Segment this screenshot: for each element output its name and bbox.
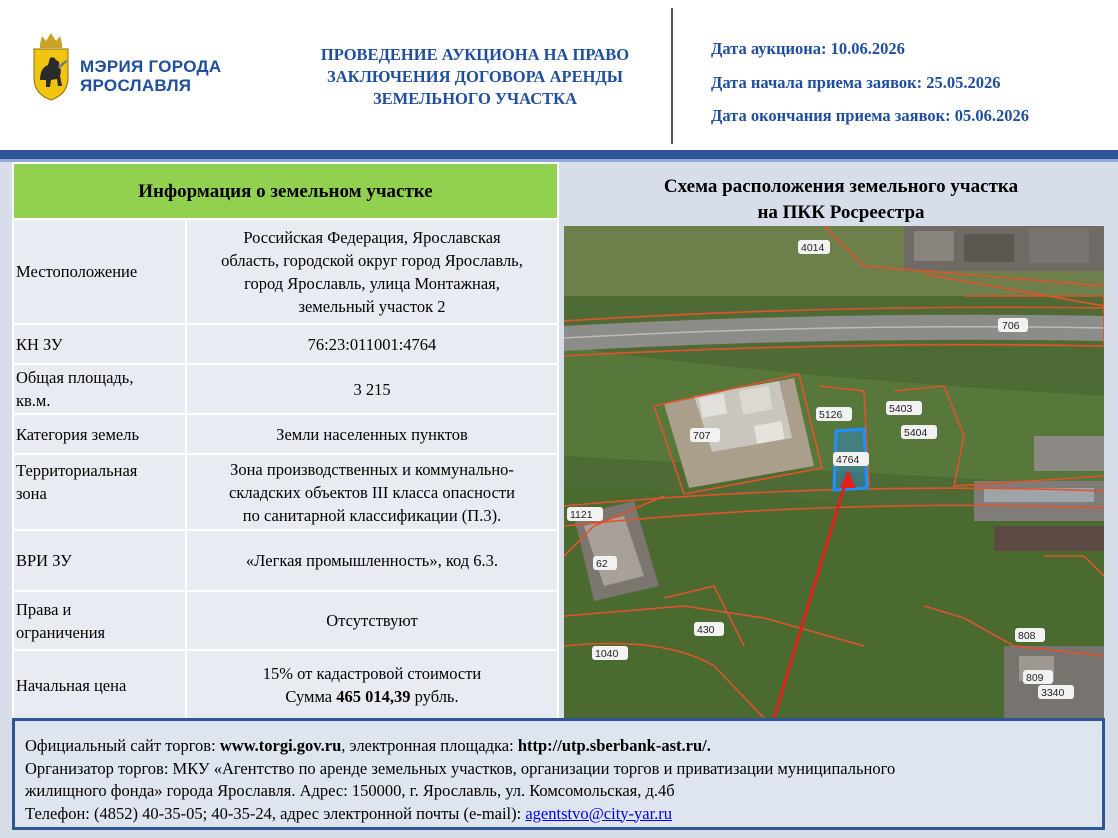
title-line-3: ЗЕМЕЛЬНОГО УЧАСТКА <box>372 89 578 108</box>
map-label: 4014 <box>801 242 825 254</box>
price-line-2 <box>191 685 553 708</box>
phone-text: Телефон: (4852) 40-35-05; 40-35-24, адрес электронной почты (e-mail): <box>25 803 526 823</box>
row-label <box>13 591 186 650</box>
table-row <box>13 219 558 324</box>
table-row <box>13 324 558 364</box>
scheme-title <box>564 174 1118 226</box>
map-label: 706 <box>1002 320 1020 332</box>
table-row <box>13 530 558 591</box>
cadastral-number: 76:23:011001:4764 <box>186 324 558 364</box>
label-line-1: Общая площадь, <box>16 368 134 387</box>
map-label: 62 <box>596 558 608 570</box>
row-value <box>186 219 558 324</box>
table-row <box>13 454 558 530</box>
logo-text <box>80 57 260 95</box>
logo-line-1: МЭРИЯ ГОРОДА <box>80 57 222 76</box>
location-line-3: город Ярославль, улица Монтажная, <box>244 273 500 293</box>
row-label: ВРИ ЗУ <box>13 530 186 591</box>
site-prefix: Официальный сайт торгов: <box>25 736 220 755</box>
logo-line-2: ЯРОСЛАВЛЯ <box>80 76 192 95</box>
parcel-info-table <box>12 162 559 721</box>
area-value: 3 215 <box>186 364 558 414</box>
auction-dates <box>711 38 1029 139</box>
table-row <box>13 364 558 414</box>
label-line-2: кв.м. <box>16 391 51 410</box>
map-label: 707 <box>693 430 711 442</box>
table-row <box>13 414 558 454</box>
map-label: 808 <box>1018 630 1036 642</box>
footer-sites-line <box>25 735 1102 758</box>
map-label: 1040 <box>595 648 619 660</box>
applications-start-date: Дата начала приема заявок: 25.05.2026 <box>711 72 1001 92</box>
location-line-1: Российская Федерация, Ярославская <box>243 227 501 247</box>
footer-phone-line <box>25 803 1102 826</box>
label-line-1: Права и <box>16 599 72 619</box>
location-line-2: область, городской округ город Ярославль, <box>221 250 523 270</box>
zone-value <box>186 454 558 530</box>
map-label: 3340 <box>1041 687 1065 699</box>
row-label: Начальная цена <box>13 650 186 720</box>
table-header-row <box>13 163 558 219</box>
map-label: 4764 <box>836 454 860 466</box>
table-heading: Информация о земельном участке <box>13 163 558 219</box>
price-amount: 465 014,39 <box>336 687 411 706</box>
scheme-title-line-2: на ПКК Росреестра <box>757 202 925 223</box>
map-label: 5404 <box>904 427 928 439</box>
map-label: 5126 <box>819 409 843 421</box>
applications-end-date: Дата окончания приема заявок: 05.06.2026 <box>711 106 1030 125</box>
row-label: Категория земель <box>13 414 186 454</box>
title-line-1: ПРОВЕДЕНИЕ АУКЦИОНА НА ПРАВО <box>320 45 630 64</box>
map-label: 430 <box>697 624 715 636</box>
price-prefix: Сумма <box>285 687 337 706</box>
label-line-2: зона <box>16 484 47 503</box>
sberbank-ast-link[interactable]: http://utp.sberbank-ast.ru/. <box>517 736 711 755</box>
zone-line-3: по санитарной классификации (П.3). <box>242 505 502 525</box>
header-title <box>290 44 660 110</box>
rights-value: Отсутствуют <box>186 591 558 650</box>
header-band <box>0 150 1118 159</box>
zone-line-2: складских объектов III класса опасности <box>229 482 515 502</box>
map-label: 809 <box>1026 672 1044 684</box>
price-suffix: рубль. <box>410 687 459 706</box>
footer-organizer-line-2: жилищного фонда» города Ярославля. Адрес: 150000, г. Ярославль, ул. Комсомольская, д.4б <box>25 781 675 800</box>
torgi-site-link[interactable]: www.torgi.gov.ru <box>219 736 342 755</box>
scheme-title-line-1: Схема расположения земельного участка <box>663 176 1019 197</box>
row-label: Местоположение <box>13 219 186 324</box>
location-line-4: земельный участок 2 <box>298 296 446 316</box>
table-row <box>13 650 558 720</box>
table-row <box>13 591 558 650</box>
row-label: КН ЗУ <box>13 324 186 364</box>
map-label: 5403 <box>889 403 913 415</box>
row-label <box>13 454 186 530</box>
email-link[interactable]: agentstvo@city-yar.ru <box>525 803 673 823</box>
auction-date: Дата аукциона: 10.06.2026 <box>711 39 905 58</box>
header-divider <box>671 8 673 144</box>
land-category-value: Земли населенных пунктов <box>186 414 558 454</box>
zone-line-1: Зона производственных и коммунально- <box>230 459 514 479</box>
price-line-1: 15% от кадастровой стоимости <box>262 664 482 683</box>
contacts-footer <box>12 718 1105 830</box>
satellite-map-image <box>564 226 1104 718</box>
platform-prefix: , электронная площадка: <box>341 736 518 755</box>
title-line-2: ЗАКЛЮЧЕНИЯ ДОГОВОРА АРЕНДЫ <box>326 67 623 86</box>
city-logo <box>28 30 258 102</box>
map-label: 1121 <box>570 509 593 521</box>
permitted-use-value: «Легкая промышленность», код 6.3. <box>186 530 558 591</box>
label-line-2: ограничения <box>16 622 106 642</box>
row-label <box>13 364 186 414</box>
header <box>0 0 1118 150</box>
cadastral-map[interactable] <box>564 226 1104 718</box>
coat-of-arms-icon <box>28 30 74 102</box>
starting-price-value <box>186 650 558 720</box>
footer-organizer-line-1: Организатор торгов: МКУ «Агентство по аренде земельных участков, организации торгов и приватизации муниципального <box>25 758 896 778</box>
label-line-1: Территориальная <box>16 461 138 480</box>
